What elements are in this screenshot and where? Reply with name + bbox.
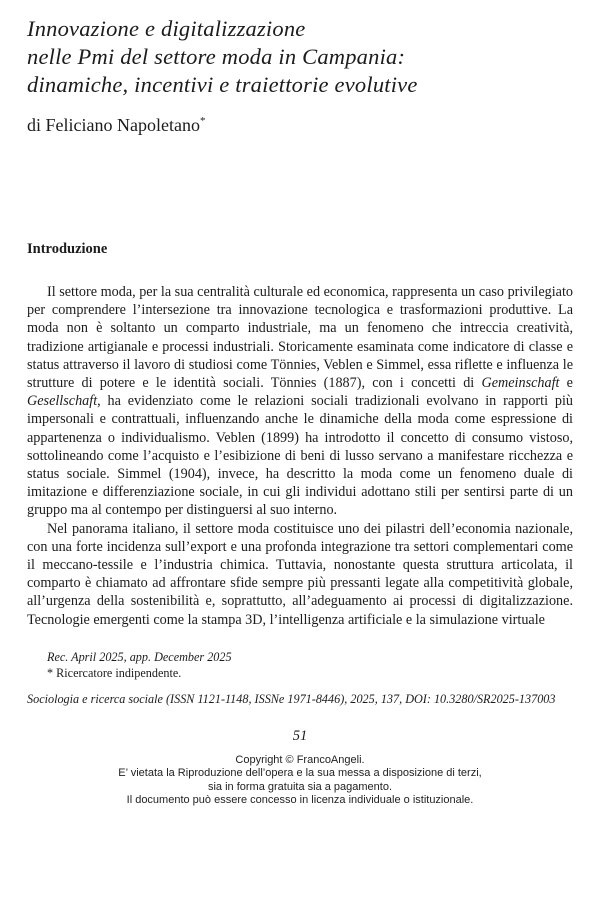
author-name: di Feliciano Napoletano	[27, 115, 200, 135]
body-paragraph-1: Il settore moda, per la sua centralità culturale ed economica, rappresenta un caso privilegiato per comprendere l’intersezione tra innovazione tecnologica e trasformazioni produttive. La moda non è soltanto un comparto industriale, ma un fenomeno che intreccia creatività, tradizione artigianale e processi industriali. Storicamente esaminata come indicatore di classe e status attraverso il lavoro di studiosi come Tönnies, Veblen e Simmel, essa riflette e influenza le strutture di potere e le identità sociali. Tönnies (1887), con i concetti di Gemeinschaft e Gesellschaft, ha evidenziato come le relazioni sociali tradizionali evolvano in rapporti più impersonali e contrattuali, influenzando anche le dinamiche della moda come espressione di appartenenza o individualismo. Veblen (1899) ha introdotto il concetto di consumo vistoso, sottolineando come l’acquisto e l’esibizione di beni di lusso servano a manifestare ricchezza e status sociale. Simmel (1904), invece, ha descritto la moda come un fenomeno duale di imitazione e differenziazione sociale, in cui gli individui adottano stili per sentirsi parte di un gruppo ma al contempo per distinguersi al suo interno.	[27, 284, 573, 519]
author-footnote-marker: *	[199, 115, 206, 127]
copyright-block	[27, 754, 573, 808]
footnote-author-affiliation: * Ricercatore indipendente.	[47, 666, 182, 681]
paper-page	[0, 15, 600, 905]
copyright-line-2: E’ vietata la Riproduzione dell’opera e la sua messa a disposizione di terzi,	[118, 767, 482, 780]
page-number: 51	[292, 727, 308, 744]
body-paragraph-2: Nel panorama italiano, il settore moda costituisce uno dei pilastri dell’economia nazionale, con una forte incidenza sull’export e una profonda integrazione tra settori complementari come il meccano-tessile e l’industria chimica. Tuttavia, nonostante questa struttura articolata, il comparto è chiamato ad affrontare sfide sempre più pressanti legate alla competitività globale, all’urgenza della sostenibilità e, soprattutto, all’adeguamento ai processi di digitalizzazione. Tecnologie emergenti come la stampa 3D, l’intelligenza artificiale e la simulazione virtuale	[27, 520, 573, 628]
copyright-line-4: Il documento può essere concesso in licenza individuale o istituzionale.	[126, 794, 474, 807]
copyright-line-3: sia in forma gratuita sia a pagamento.	[207, 780, 393, 793]
article-body	[27, 283, 573, 629]
journal-citation-line: Sociologia e ricerca sociale (ISSN 1121-1148, ISSNe 1971-8446), 2025, 137, DOI: 10.3280/SR2025-137003	[27, 691, 556, 706]
section-heading: Introduzione	[27, 241, 108, 257]
footnotes-block	[27, 649, 573, 682]
copyright-line-1: Copyright © FrancoAngeli.	[235, 753, 365, 766]
article-title	[27, 15, 573, 99]
author-line	[27, 114, 573, 136]
article-title-line-2: nelle Pmi del settore moda in Campania:	[27, 44, 406, 69]
article-title-line-3: dinamiche, incentivi e traiettorie evolutive	[27, 72, 418, 97]
article-title-line-1: Innovazione e digitalizzazione	[27, 16, 306, 41]
footnote-received-dates: Rec. April 2025, app. December 2025	[47, 649, 232, 664]
